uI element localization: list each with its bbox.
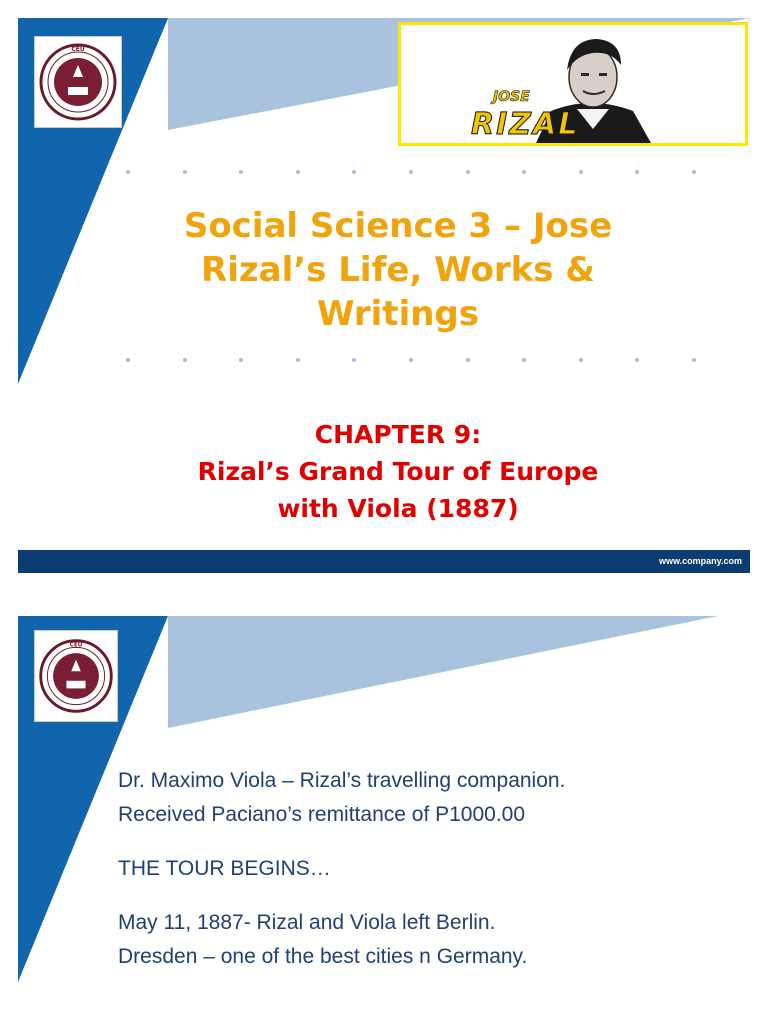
chapter-label: CHAPTER 9: <box>314 420 482 449</box>
slide-title <box>148 204 648 336</box>
banner-first-name: JOSE <box>493 89 530 105</box>
slide-body <box>118 764 718 974</box>
dotted-rule-top <box>126 170 696 178</box>
blank-line <box>118 886 718 906</box>
banner-last-name: RIZAL <box>471 107 580 142</box>
footer-url: www.company.com <box>658 556 742 566</box>
body-line: Dresden – one of the best cities n Germany. <box>118 945 528 968</box>
body-line: Received Paciano’s remittance of P1000.00 <box>118 803 526 826</box>
jose-rizal-banner <box>398 22 748 146</box>
body-line: May 11, 1887- Rizal and Viola left Berlin. <box>118 911 496 934</box>
slide-title-line: Rizal’s Life, Works & <box>201 250 595 290</box>
title-slide <box>18 18 750 573</box>
university-seal-icon <box>35 37 121 127</box>
university-logo <box>34 630 118 722</box>
section-heading: THE TOUR BEGINS… <box>118 857 331 880</box>
content-slide <box>18 616 750 1024</box>
slide-title-line: Writings <box>316 294 479 334</box>
blank-line <box>118 832 718 852</box>
svg-text:CEU: CEU <box>69 642 83 649</box>
chapter-heading <box>168 416 628 527</box>
slide-title-line: Social Science 3 – Jose <box>183 206 613 246</box>
footer-bar <box>18 550 750 573</box>
chapter-title-line: with Viola (1887) <box>277 494 519 523</box>
body-line: Dr. Maximo Viola – Rizal’s travelling companion. <box>118 769 566 792</box>
dotted-rule-bottom <box>126 358 696 366</box>
svg-text:CEU: CEU <box>71 46 85 53</box>
light-blue-wedge <box>168 616 718 728</box>
university-logo <box>34 36 122 128</box>
university-seal-icon <box>35 631 117 721</box>
chapter-title-line: Rizal’s Grand Tour of Europe <box>197 457 599 486</box>
